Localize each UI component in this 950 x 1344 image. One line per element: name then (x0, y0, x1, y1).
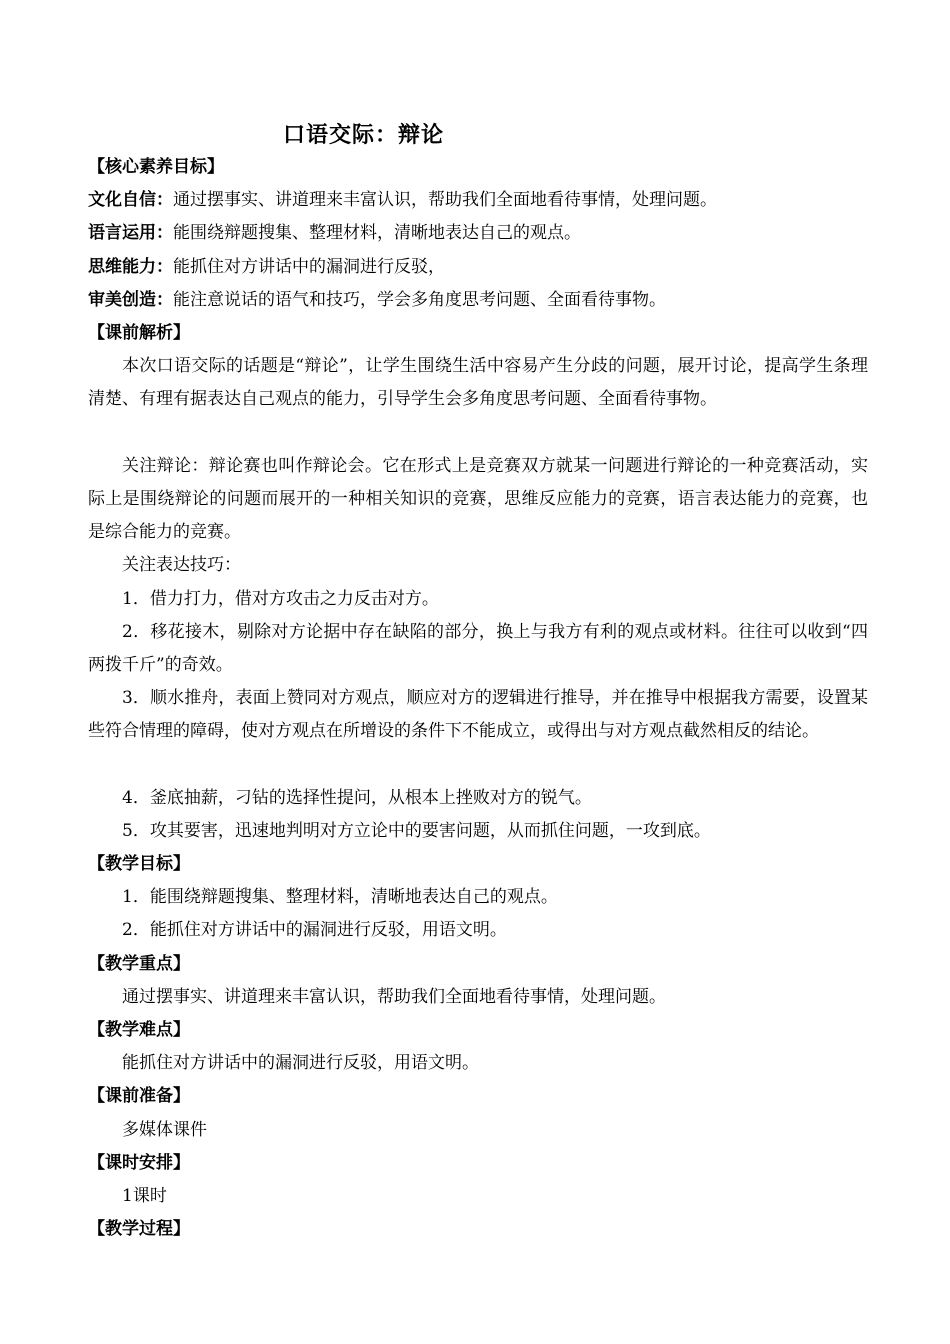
document-body (88, 151, 868, 1246)
section-heading-core-goals: 【核心素养目标】 (88, 157, 224, 177)
section-heading-schedule: 【课时安排】 (88, 1152, 190, 1173)
core-goal-item (88, 251, 868, 284)
analysis-paragraph: 关注辩论：辩论赛也叫作辩论会。它在形式上是竞赛双方就某一问题进行辩论的一种竞赛活动，实际上是围绕辩论的问题而展开的一种相关知识的竞赛，思维反应能力的竞赛，语言表达能力的竞赛，也是综合能力的竞赛。 (88, 455, 868, 543)
section-heading-teaching-goals: 【教学目标】 (88, 854, 190, 875)
core-goal-text: 能围绕辩题搜集、整理材料，清晰地表达自己的观点。 (173, 223, 581, 244)
section-heading-process: 【教学过程】 (88, 1219, 190, 1240)
teaching-goal-item: 2．能抓住对方讲话中的漏洞进行反驳，用语文明。 (122, 920, 507, 941)
core-goal-item (88, 217, 868, 250)
core-goal-term: 审美创造： (88, 289, 173, 310)
section-heading-preparation: 【课前准备】 (88, 1086, 190, 1107)
core-goal-term: 文化自信： (88, 190, 173, 211)
section-heading-key-point: 【教学重点】 (88, 953, 190, 974)
skill-item: 5．攻其要害，迅速地判明对方立论中的要害问题，从而抓住问题，一攻到底。 (122, 820, 711, 841)
core-goal-text: 通过摆事实、讲道理来丰富认识，帮助我们全面地看待事情，处理问题。 (173, 190, 717, 211)
key-point-text: 通过摆事实、讲道理来丰富认识，帮助我们全面地看待事情，处理问题。 (122, 986, 666, 1007)
skill-item: 1．借力打力，借对方攻击之力反击对方。 (122, 588, 439, 609)
schedule-text: 1课时 (122, 1185, 167, 1206)
section-heading-difficulty: 【教学难点】 (88, 1019, 190, 1040)
core-goal-term: 语言运用： (88, 223, 173, 244)
core-goal-text: 能抓住对方讲话中的漏洞进行反驳， (173, 256, 445, 277)
core-goal-item (88, 284, 868, 317)
core-goal-term: 思维能力： (88, 256, 173, 277)
skills-intro: 关注表达技巧： (122, 555, 241, 576)
section-heading-analysis: 【课前解析】 (88, 322, 190, 343)
core-goal-item (88, 184, 868, 217)
core-goal-text: 能注意说话的语气和技巧，学会多角度思考问题、全面看待事物。 (173, 289, 666, 310)
preparation-text: 多媒体课件 (122, 1119, 207, 1140)
skill-item: 4．釜底抽薪，刁钻的选择性提问，从根本上挫败对方的锐气。 (122, 787, 592, 808)
skill-item: 3．顺水推舟，表面上赞同对方观点，顺应对方的逻辑进行推导，并在推导中根据我方需要，设置某些符合情理的障碍，使对方观点在所增设的条件下不能成立，或得出与对方观点截然相反的结论。 (88, 688, 868, 742)
page-title: 口语交际：辩论 (283, 123, 445, 148)
difficulty-text: 能抓住对方讲话中的漏洞进行反驳，用语文明。 (122, 1053, 479, 1074)
teaching-goal-item: 1．能围绕辩题搜集、整理材料，清晰地表达自己的观点。 (122, 887, 558, 908)
skill-item: 2．移花接木，剔除对方论据中存在缺陷的部分，换上与我方有利的观点或材料。往往可以收到“四两拨千斤”的奇效。 (88, 621, 868, 675)
analysis-paragraph: 本次口语交际的话题是“辩论”，让学生围绕生活中容易产生分歧的问题，展开讨论，提高学生条理清楚、有理有据表达自己观点的能力，引导学生会多角度思考问题、全面看待事物。 (88, 356, 868, 410)
